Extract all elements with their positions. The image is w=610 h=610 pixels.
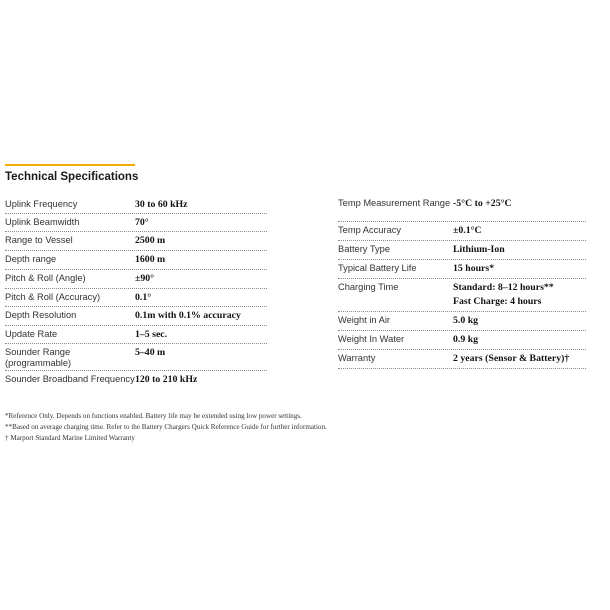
spec-label: Warranty xyxy=(338,353,376,363)
spec-value: 2500 m xyxy=(135,234,166,246)
spec-table-right xyxy=(338,195,586,369)
spec-table-left xyxy=(5,196,267,398)
spec-row-depth-resolution xyxy=(5,307,267,326)
spec-value: -5°C to +25°C xyxy=(453,197,512,209)
spec-value: 70° xyxy=(135,216,149,228)
spec-label: Depth range xyxy=(5,254,57,264)
spec-label: Weight In Water xyxy=(338,334,405,344)
spec-row-uplink-beamwidth xyxy=(5,214,267,232)
spec-label: Update Rate xyxy=(5,329,58,339)
spec-label: Typical Battery Life xyxy=(338,263,417,273)
spec-value xyxy=(453,279,554,308)
spec-value: 120 to 210 kHz xyxy=(135,373,198,385)
page-title: Technical Specifications xyxy=(5,171,139,183)
footnotes xyxy=(5,411,327,444)
spec-value: 15 hours* xyxy=(453,262,495,274)
charging-standard: Standard: 8–12 hours** xyxy=(453,281,554,293)
spec-value: 0.1m with 0.1% accuracy xyxy=(135,309,241,321)
spec-row-range-to-vessel xyxy=(5,232,267,251)
spec-row-depth-range xyxy=(5,251,267,270)
spec-value: ±0.1°C xyxy=(453,224,482,236)
spec-row-pitch-roll-accuracy xyxy=(5,289,267,307)
spec-value: 5–40 m xyxy=(135,346,166,358)
spec-label: Temp Accuracy xyxy=(338,225,402,235)
footnote-charging-time: **Based on average charging time. Refer to the Battery Chargers Quick Reference Guide for further information. xyxy=(5,423,327,431)
spec-row-charging-time xyxy=(338,279,586,312)
spec-value: 1600 m xyxy=(135,253,166,265)
footnote-battery-life: *Reference Only. Depends on functions enabled. Battery life may be extended using low power settings. xyxy=(5,412,302,420)
spec-row-update-rate xyxy=(5,326,267,344)
spec-row-uplink-frequency xyxy=(5,196,267,214)
spec-row-temp-accuracy xyxy=(338,222,586,241)
spec-label: Pitch & Roll (Angle) xyxy=(5,273,86,283)
spec-label: Charging Time xyxy=(338,282,399,292)
spec-label: Range to Vessel xyxy=(5,235,73,245)
spec-label: Uplink Beamwidth xyxy=(5,217,80,227)
spec-label: Sounder Broadband Frequency xyxy=(5,374,135,384)
spec-label: Pitch & Roll (Accuracy) xyxy=(5,292,101,302)
spec-row-warranty xyxy=(338,350,586,369)
spec-row-temp-measurement-range xyxy=(338,195,586,222)
spec-value: 30 to 60 kHz xyxy=(135,198,188,210)
spec-row-pitch-roll-angle xyxy=(5,270,267,289)
spec-row-typical-battery-life xyxy=(338,260,586,279)
spec-label: Temp Measurement Range xyxy=(338,198,451,208)
spec-label: Sounder Range (programmable) xyxy=(5,347,72,368)
spec-row-sounder-broadband-frequency xyxy=(5,371,267,398)
spec-value: 2 years (Sensor & Battery)† xyxy=(453,352,570,364)
footnote-warranty: † Marport Standard Marine Limited Warranty xyxy=(5,434,135,442)
spec-row-battery-type xyxy=(338,241,586,260)
spec-value: ±90° xyxy=(135,272,155,284)
spec-row-weight-in-water xyxy=(338,331,586,350)
spec-value: 5.0 kg xyxy=(453,314,479,326)
spec-value: 1–5 sec. xyxy=(135,328,168,340)
charging-fast: Fast Charge: 4 hours xyxy=(453,295,542,307)
spec-value: 0.1° xyxy=(135,291,152,303)
spec-value: Lithium-Ion xyxy=(453,243,505,255)
title-accent-bar xyxy=(5,164,135,166)
spec-value: 0.9 kg xyxy=(453,333,479,345)
spec-label: Uplink Frequency xyxy=(5,199,78,209)
spec-label: Battery Type xyxy=(338,244,391,254)
spec-label: Weight in Air xyxy=(338,315,391,325)
spec-label: Depth Resolution xyxy=(5,310,77,320)
spec-row-sounder-range xyxy=(5,344,267,371)
spec-row-weight-in-air xyxy=(338,312,586,331)
